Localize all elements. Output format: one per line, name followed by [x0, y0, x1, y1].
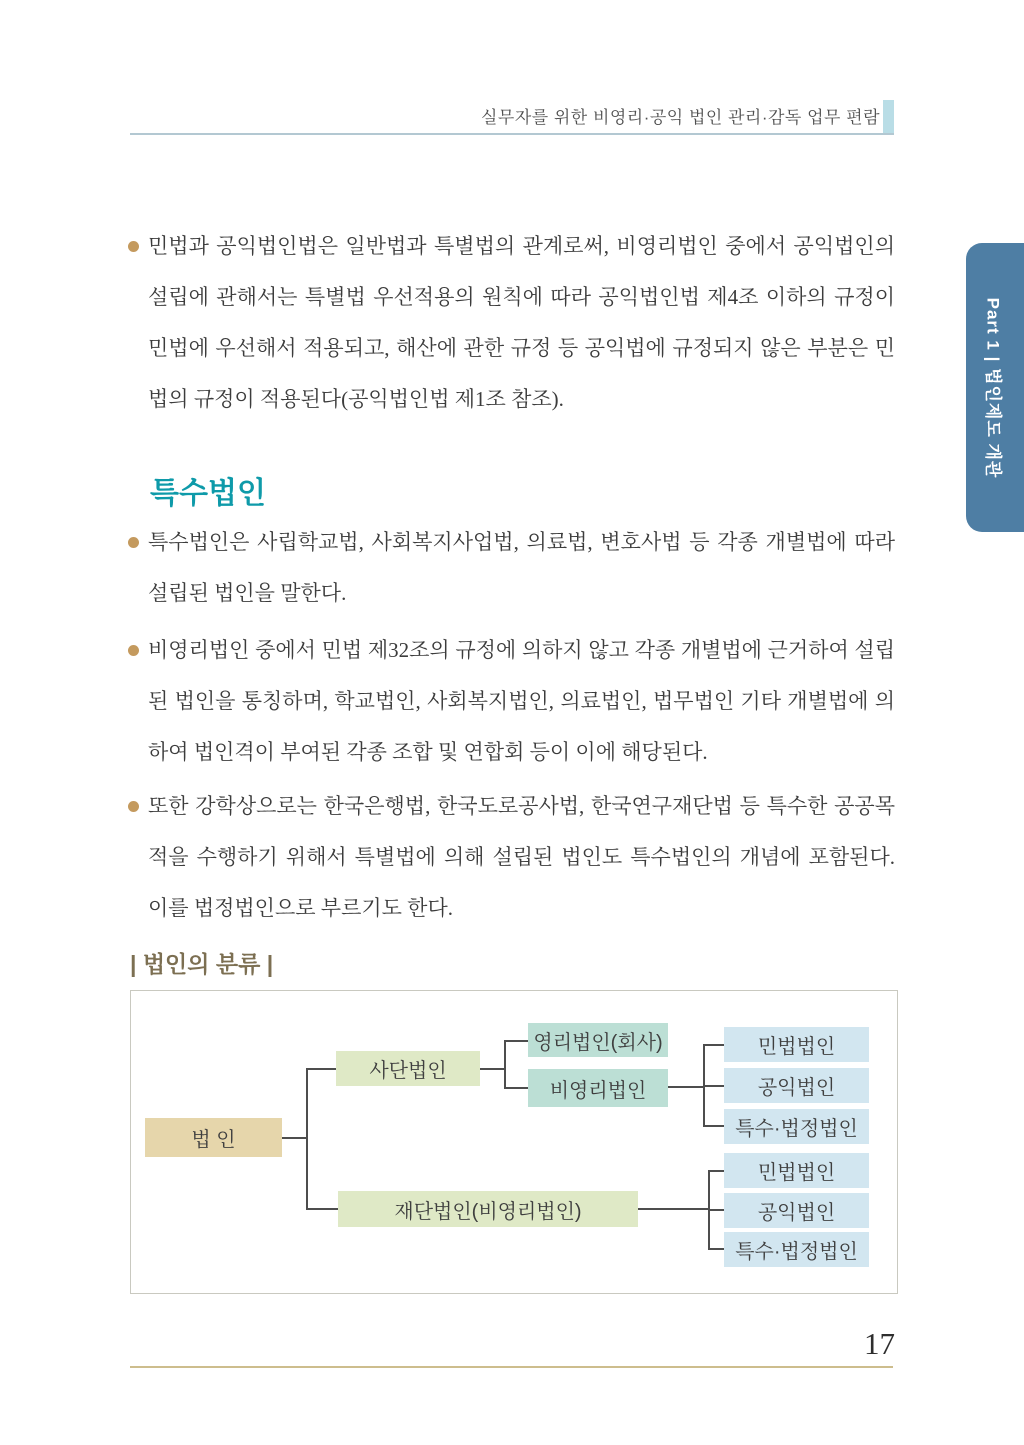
connector-line — [708, 1170, 724, 1172]
bullet-dot-icon — [128, 801, 139, 812]
connector-line — [306, 1208, 338, 1210]
paragraph-bullet-2-text: 비영리법인 중에서 민법 제32조의 규정에 의하지 않고 각종 개별법에 근거하여 설립된 법인을 통칭하며, 학교법인, 사회복지법인, 의료법인, 법무법인 기타 개별법에 의하여 법인격이 부여된 각종 조합 및 연합회 등이 이에 해당된다. — [148, 638, 895, 764]
connector-line — [504, 1087, 528, 1089]
header-rule — [130, 133, 894, 135]
connector-line — [708, 1248, 724, 1250]
section-heading-text: 특수법인 — [150, 477, 266, 510]
bullet-dot-icon — [128, 645, 139, 656]
bullet-dot-icon — [128, 537, 139, 548]
node-bottom-gongik: 공익법인 — [724, 1193, 869, 1228]
part-tab-label: Part 1 | 법인제도 개관 — [983, 297, 1003, 478]
bullet-dot-icon — [128, 241, 139, 252]
connector-line — [306, 1068, 308, 1210]
connector-line — [480, 1068, 504, 1070]
connector-line — [708, 1209, 724, 1211]
node-biyeongri-beopin: 비영리법인 — [528, 1069, 668, 1107]
classification-diagram — [130, 990, 898, 1294]
paragraph-bullet-2 — [128, 625, 895, 778]
connector-line — [668, 1086, 703, 1088]
connector-line — [306, 1068, 336, 1070]
figure-caption: | 법인의 분류 | — [130, 951, 274, 977]
node-sadan-beopin: 사단법인 — [336, 1051, 480, 1086]
connector-line — [504, 1040, 528, 1042]
part-tab — [966, 243, 1024, 532]
node-beopin: 법 인 — [145, 1118, 282, 1157]
node-bottom-teuksu: 특수·법정법인 — [724, 1232, 869, 1267]
running-header-title: 실무자를 위한 비영리·공익 법인 관리·감독 업무 편람 — [480, 108, 880, 127]
paragraph-bullet-1 — [128, 517, 895, 619]
node-jaedan-beopin: 재단법인(비영리법인) — [338, 1191, 638, 1227]
footer-rule — [130, 1366, 893, 1368]
node-yeongri-beopin: 영리법인(회사) — [528, 1023, 668, 1057]
page-number: 17 — [864, 1326, 895, 1361]
connector-line — [504, 1040, 506, 1089]
connector-line — [282, 1137, 306, 1139]
paragraph-bullet-3 — [128, 781, 895, 934]
node-top-teuksu: 특수·법정법인 — [724, 1109, 869, 1144]
node-top-gongik: 공익법인 — [724, 1068, 869, 1103]
paragraph-intro-text: 민법과 공익법인법은 일반법과 특별법의 관계로써, 비영리법인 중에서 공익법인의 설립에 관해서는 특별법 우선적용의 원칙에 따라 공익법인법 제4조 이하의 규정이 민법에 우선해서 적용되고, 해산에 관한 규정 등 공익법에 규정되지 않은 부분은 민법의 규정이 적용된다(공익법인법 제1조 참조). — [148, 234, 895, 411]
header-accent-bar — [883, 100, 894, 133]
connector-line — [703, 1085, 724, 1087]
paragraph-bullet-1-text: 특수법인은 사립학교법, 사회복지사업법, 의료법, 변호사법 등 각종 개별법에 따라 설립된 법인을 말한다. — [148, 530, 895, 605]
heading-color-bar-icon — [128, 473, 141, 511]
connector-line — [703, 1044, 724, 1046]
paragraph-intro — [128, 221, 895, 425]
node-bottom-minbeop: 민법법인 — [724, 1153, 869, 1188]
connector-line — [703, 1125, 724, 1127]
paragraph-bullet-3-text: 또한 강학상으로는 한국은행법, 한국도로공사법, 한국연구재단법 등 특수한 공공목적을 수행하기 위해서 특별법에 의해 설립된 법인도 특수법인의 개념에 포함된다. 이를 법정법인으로 부르기도 한다. — [148, 794, 895, 920]
node-top-minbeop: 민법법인 — [724, 1027, 869, 1062]
connector-line — [638, 1208, 708, 1210]
